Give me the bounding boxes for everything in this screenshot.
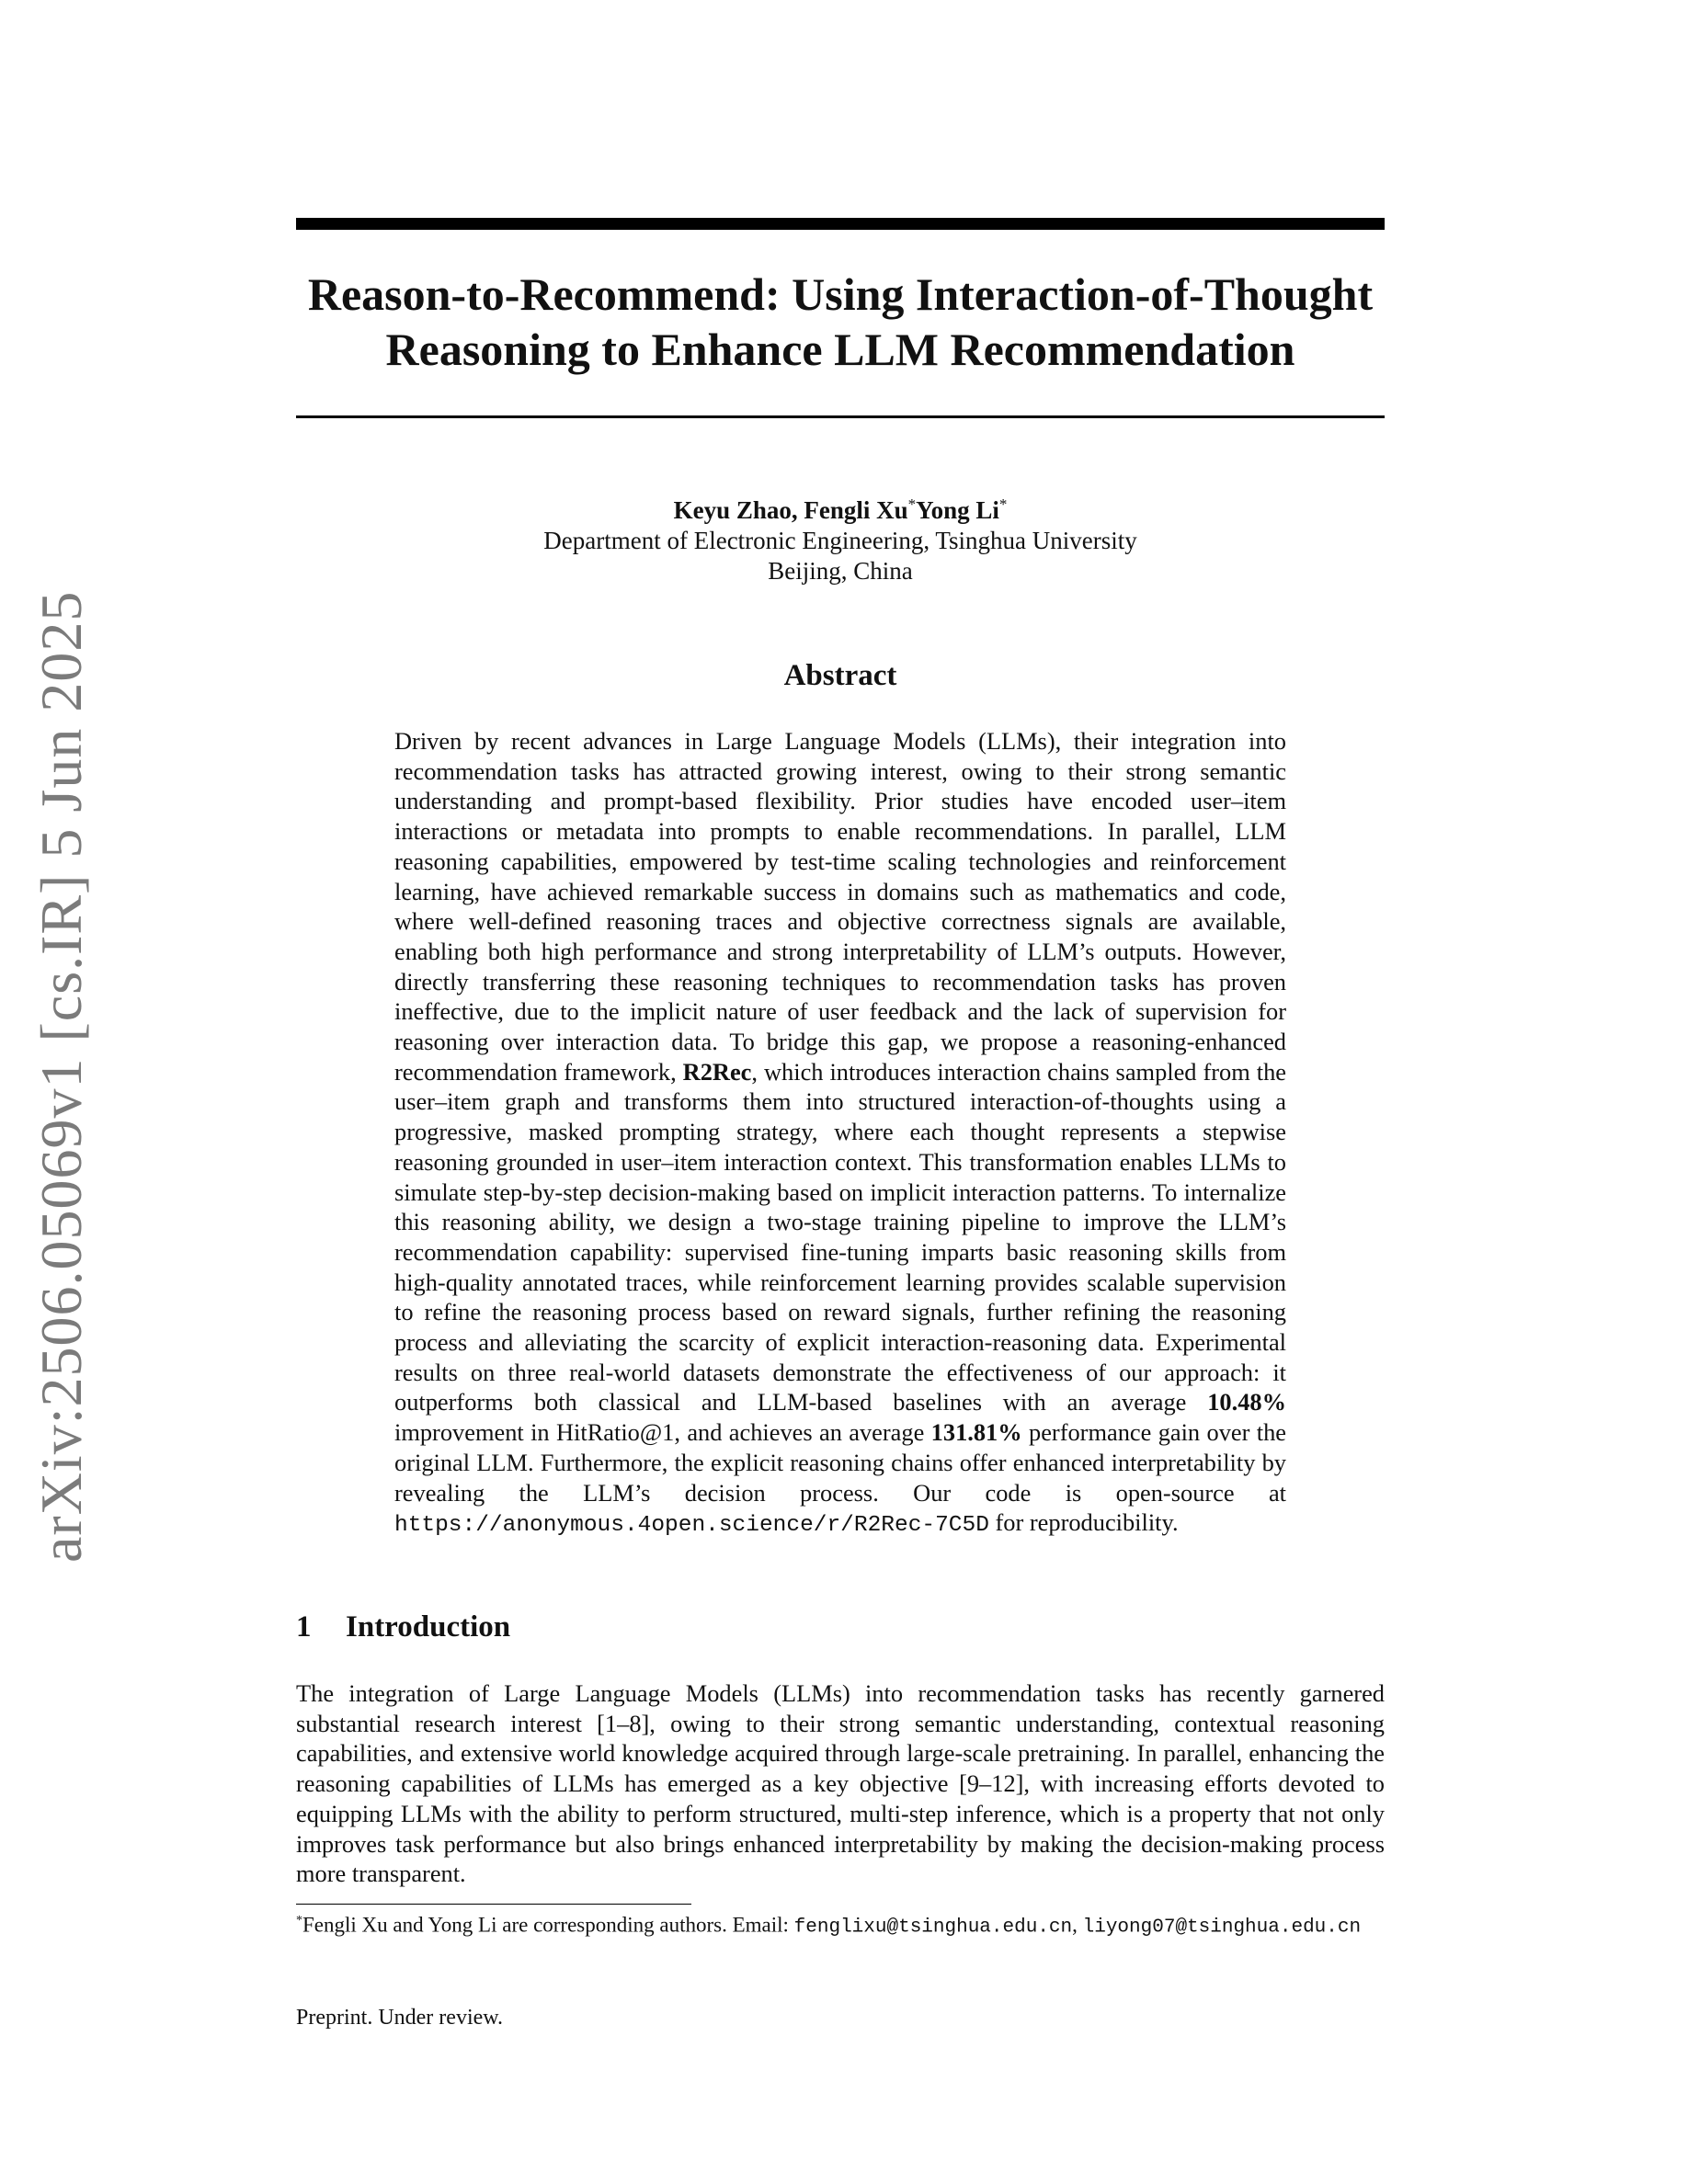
email-fengli-xu[interactable]: fenglixu@tsinghua.edu.cn <box>793 1917 1073 1939</box>
email-yong-li[interactable]: liyong07@tsinghua.edu.cn <box>1082 1917 1362 1939</box>
section-heading-introduction <box>296 1610 510 1644</box>
author-location: Beijing, China <box>768 557 913 585</box>
author-yong-li: Yong Li <box>916 496 999 524</box>
corresponding-mark: * <box>998 495 1008 513</box>
llm-gain: 131.81% <box>930 1418 1022 1447</box>
abstract-text-part: performance gain over the original LLM. Furthermore, the explicit reasoning chains offer enhanced interpretability by revealing the LLM’s decision process. Our code is open-source at <box>394 1418 1286 1507</box>
paper-title-line-2: Reasoning to Enhance LLM Recommendation <box>385 324 1295 375</box>
author-keyu-zhao: Keyu Zhao, <box>673 496 804 524</box>
paper-title-line-1: Reason-to-Recommend: Using Interaction-of-Thought <box>307 268 1374 320</box>
title-bottom-rule <box>296 415 1385 418</box>
arxiv-identifier: arXiv:2506.05069v1 [cs.IR] 5 Jun 2025 <box>29 590 94 1563</box>
author-affiliation: Department of Electronic Engineering, Tsinghua University <box>543 527 1137 554</box>
framework-name: R2Rec <box>682 1057 752 1086</box>
abstract-text <box>394 726 1286 1541</box>
footnote <box>296 1906 1385 1942</box>
author-names <box>296 489 1385 526</box>
corresponding-mark: * <box>907 495 917 513</box>
abstract-heading: Abstract <box>783 659 897 692</box>
abstract-text-part: , which introduces interaction chains sampled from the user–item graph and transforms them into structured interaction-of-thoughts using a progressive, masked prompting strategy, where each thought represents a stepwise reasoning grounded in user–item interaction context. This transformation enables LLMs to simulate step-by-step decision-making based on implicit interaction patterns. To internalize this reasoning ability, we design a two-stage training pipeline to improve the LLM’s recommendation capability: supervised fine-tuning imparts basic reasoning skills from high-quality annotated traces, while reinforcement learning provides scalable supervision to refine the reasoning process based on reward signals, further refining the reasoning process and alleviating the scarcity of explicit interaction-reasoning data. Experimental results on three real-world datasets demonstrate the effectiveness of our approach: it outperforms both classical and LLM-based baselines with an average <box>394 1057 1286 1416</box>
author-block <box>296 489 1385 586</box>
footnote-separator: , <box>1072 1913 1083 1937</box>
section-number: 1 <box>296 1610 312 1644</box>
section-title: Introduction <box>346 1610 511 1644</box>
hitratio-gain: 10.48% <box>1207 1388 1286 1416</box>
abstract-text-part: Driven by recent advances in Large Language Models (LLMs), their integration into recommendation tasks has attracted growing interest, owing to their strong semantic understanding and prompt-based flexibility. Prior studies have encoded user–item interactions or metadata into prompts to enable recommendations. In parallel, LLM reasoning capabilities, empowered by test-time scaling technologies and reinforcement learning, have achieved remarkable success in domains such as mathematics and code, where well-defined reasoning traces and objective correctness signals are available, enabling both high performance and strong interpretability of LLM’s outputs. However, directly transferring these reasoning techniques to recommendation tasks has proven ineffective, due to the implicit nature of user feedback and the lack of supervision for reasoning over interaction data. To bridge this gap, we propose a reasoning-enhanced recommendation framework, <box>394 727 1286 1086</box>
abstract-text-part: improvement in HitRatio@1, and achieves an average <box>394 1418 931 1447</box>
footnote-text: Fengli Xu and Yong Li are corresponding authors. Email: <box>302 1913 794 1937</box>
author-fengli-xu: Fengli Xu <box>804 496 908 524</box>
preprint-note: Preprint. Under review. <box>296 2006 504 2030</box>
footnote-rule <box>296 1904 691 1905</box>
abstract-text-part: for reproducibility. <box>988 1508 1179 1537</box>
introduction-paragraph: The integration of Large Language Models (LLMs) into recommendation tasks has recently garnered substantial research interest [1–8], owing to their strong semantic understanding, contextual reasoning capabilities, and extensive world knowledge acquired through large-scale pretraining. In parallel, enhancing the reasoning capabilities of LLMs has emerged as a key objective [9–12], with increasing efforts devoted to equipping LLMs with the ability to perform structured, multi-step inference, which is a property that not only improves task performance but also brings enhanced interpretability by making the decision-making process more transparent. <box>296 1679 1385 1888</box>
code-url[interactable]: https://anonymous.4open.science/r/R2Rec-7C5D <box>394 1513 989 1539</box>
paper-title <box>276 267 1405 377</box>
title-top-rule <box>296 218 1385 230</box>
footnote-mark: * <box>296 1914 302 1928</box>
